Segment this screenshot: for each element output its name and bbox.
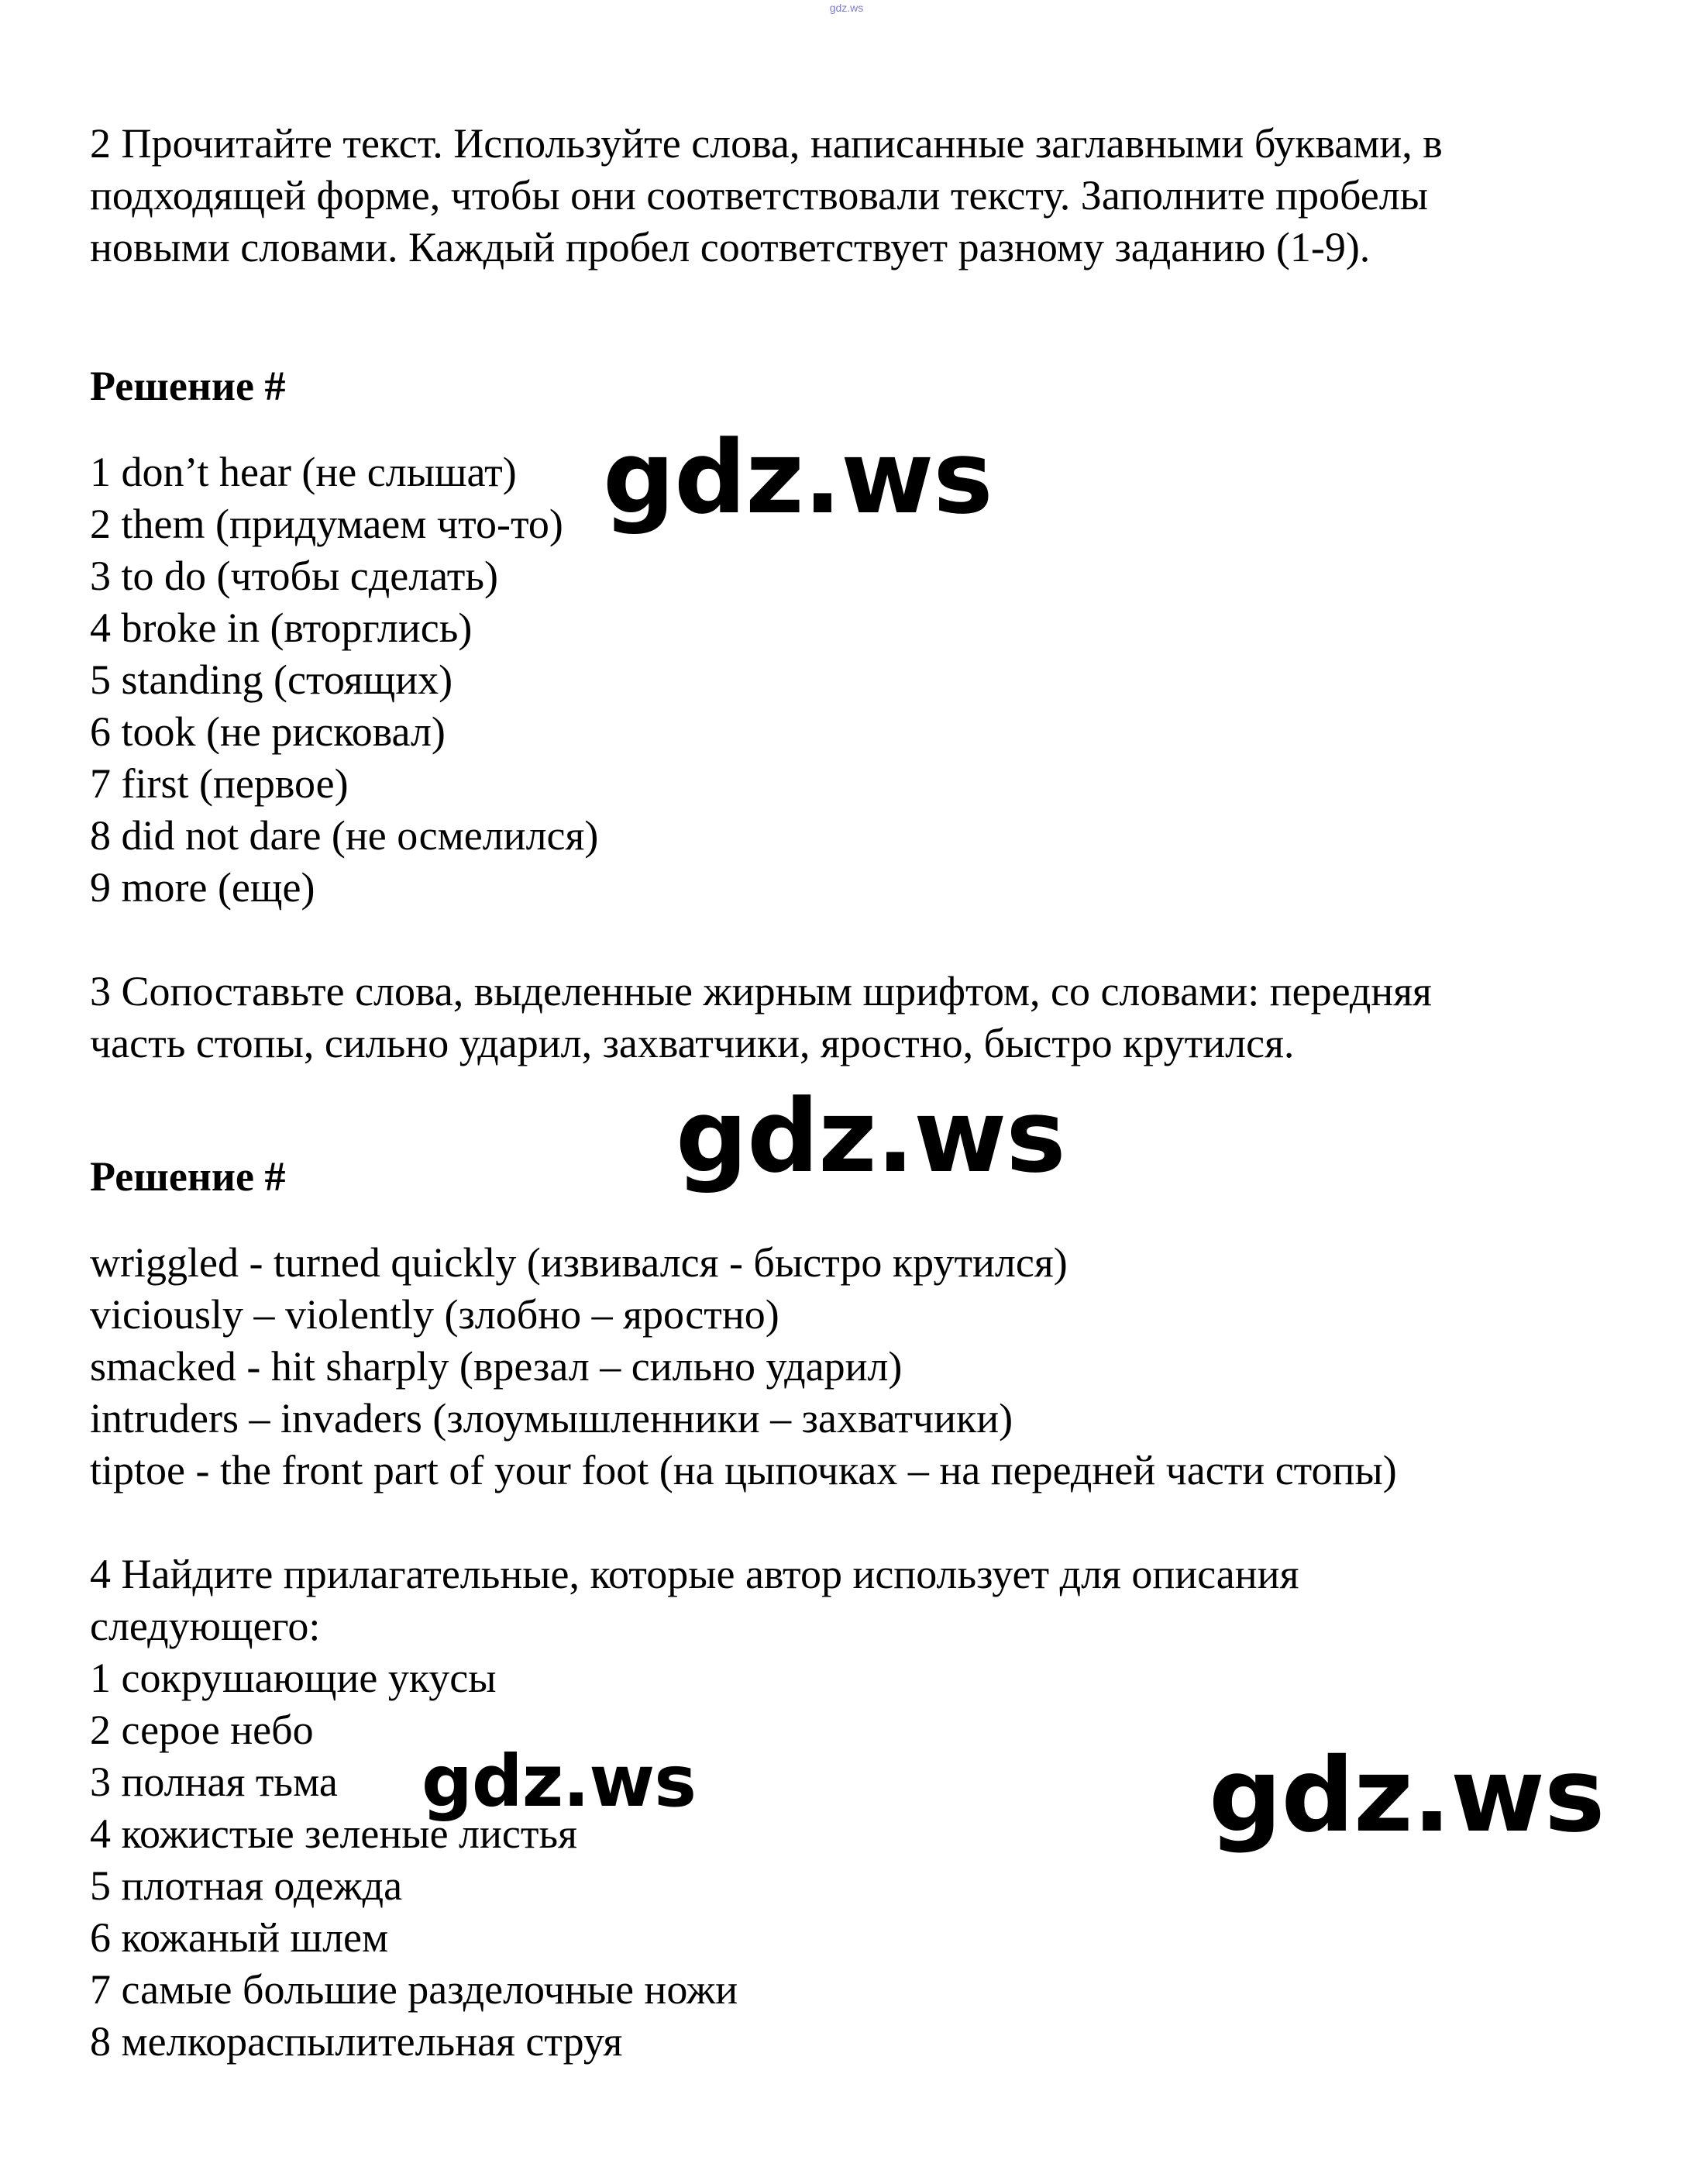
answer-line: 3 полная тьма (90, 1759, 338, 1805)
answer-line: tiptoe - the front part of your foot (на цыпочках – на передней части стопы) (90, 1447, 1397, 1493)
answer-line: intruders – invaders (злоумышленники – захватчики) (90, 1395, 1013, 1442)
text-line: 3 Сопоставьте слова, выделенные жирным шрифтом, со словами: передняя (90, 968, 1432, 1014)
answer-line: 4 кожистые зеленые листья (90, 1810, 577, 1857)
answer-line: 9 more (еще) (90, 864, 315, 911)
task-3-answers (90, 1237, 1609, 1497)
answer-line: 2 серое небо (90, 1707, 314, 1753)
answer-line: viciously – violently (злобно – яростно) (90, 1291, 779, 1338)
answer-line: 7 first (первое) (90, 760, 349, 807)
answer-line: 6 took (не рисковал) (90, 708, 446, 755)
site-mark: gdz.ws (829, 2, 864, 14)
text-line: новыми словами. Каждый пробел соответствует разному заданию (1-9). (90, 224, 1371, 270)
answer-line: wriggled - turned quickly (извивался - быстро крутился) (90, 1239, 1068, 1286)
solution-heading: Решение # (90, 363, 286, 409)
text-line: часть стопы, сильно ударил, захватчики, яростно, быстро крутился. (90, 1020, 1295, 1066)
solution-heading: Решение # (90, 1153, 286, 1200)
answer-line: 7 самые большие разделочные ножи (90, 1966, 738, 2013)
text-line: 2 Прочитайте текст. Используйте слова, написанные заглавными буквами, в (90, 120, 1443, 167)
task-4-answers (90, 1652, 1609, 2068)
answer-line: 4 broke in (вторглись) (90, 605, 473, 651)
answer-line: 8 мелкораспылительная струя (90, 2018, 623, 2065)
text-line: подходящей форме, чтобы они соответствовали тексту. Заполните пробелы (90, 172, 1428, 219)
watermark: gdz.ws (676, 1077, 1065, 1195)
answer-line: smacked - hit sharply (врезал – сильно ударил) (90, 1343, 903, 1390)
text-line: 4 Найдите прилагательные, которые автор использует для описания (90, 1551, 1299, 1597)
watermark: gdz.ws (422, 1740, 696, 1823)
answer-line: 1 don’t hear (не слышат) (90, 449, 517, 495)
answer-line: 6 кожаный шлем (90, 1914, 389, 1961)
answer-line: 5 standing (стоящих) (90, 656, 453, 703)
task-4-text (90, 1548, 1609, 1652)
watermark: gdz.ws (603, 419, 993, 536)
answer-line: 8 did not dare (не осмелился) (90, 812, 599, 859)
answer-line: 1 сокрушающие укусы (90, 1655, 497, 1701)
answer-line: 5 плотная одежда (90, 1862, 403, 1909)
text-line: следующего: (90, 1603, 321, 1649)
watermark: gdz.ws (1209, 1736, 1605, 1855)
task-2-text (90, 118, 1609, 274)
answer-line: 2 them (придумаем что-то) (90, 501, 563, 547)
answer-line: 3 to do (чтобы сделать) (90, 553, 498, 599)
task-3-text (90, 966, 1609, 1070)
